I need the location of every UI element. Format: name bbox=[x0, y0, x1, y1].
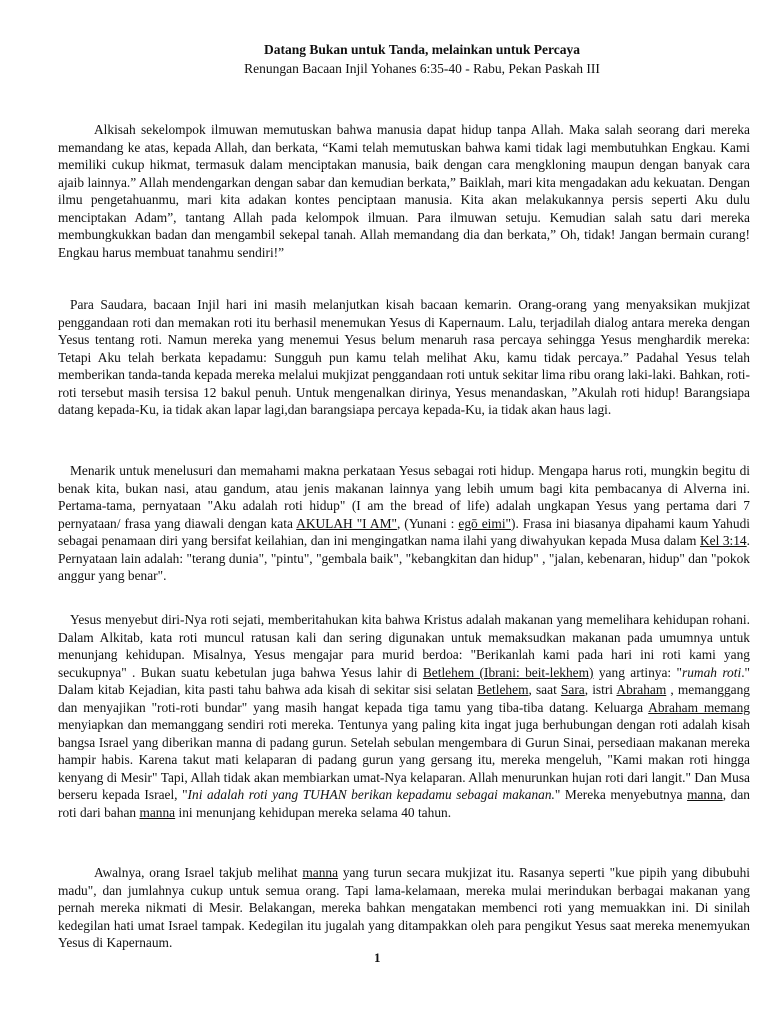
text-run: , saat bbox=[528, 682, 561, 697]
text-run: ). Frasa ini biasanya dipahami kaum Yahudi sebagai penamaan diri yang bersifat keilahian, dan ini mengingatkan nama ilahi yang diwahyukan kepada Musa dalam bbox=[58, 515, 750, 548]
betlehem-ibrani-link[interactable]: Betlehem (Ibrani: beit-lekhem) bbox=[422, 664, 594, 680]
quote-text: Ini adalah roti yang TUHAN berikan kepadamu sebagai makanan. bbox=[187, 787, 555, 802]
paragraph-3 bbox=[58, 462, 750, 585]
betlehem-link[interactable]: Betlehem bbox=[477, 682, 529, 697]
paragraph-1-text: Alkisah sekelompok ilmuwan memutuskan bahwa manusia dapat hidup tanpa Allah. Maka salah seorang dari mereka memandang ke atas, kepada Allah, dan berkata, “Kami telah memutuskan bahwa kami tidak lagi membutuhkan Engkau. Kami memiliki cukup hikmat, termasuk dalam menciptakan manusia, baik dengan cara mengkloning maupun dengan banyak cara ajaib lainnya.” Allah mendengarkan dengan sabar dan kemudian berkata,” Baiklah, mari kita mengadakan adu kekuatan. Dengan ilmu pengetahuanmu, mari kita adakan kontes penciptaan manusia. Kita akan melakukannya persis seperti Aku dulu menciptakan Adam”, tantang Allah pada kelompok ilmuan. Para ilmuwan setuju. Kemudian salah satu dari mereka membungkukkan badan dan mengambil sekepal tanah. Allah memandang dia dan berkata,” Oh, tidak! Jangan bermain curang! Engkau harus membuat tanahmu sendiri!” bbox=[58, 122, 750, 260]
text-run: " Mereka menyebutnya bbox=[554, 787, 688, 802]
paragraph-1 bbox=[58, 121, 750, 261]
text-run: Menarik untuk menelusuri dan memahami makna perkataan Yesus sebagai roti hidup. Mengapa harus roti, mungkin begitu di benak kita, bukan nasi, atau gandum, atau jenis makanan lainnya yang lebih umum bagi kita pembacanya di Alverna ini. Pertama-tama, pernyataan "Aku adalah roti hidup" (I am the bread of life) adalah ungkapan Yesus yang pertama dari 7 pernyataan/ frasa yang diawali dengan kata bbox=[58, 463, 750, 531]
manna-link[interactable]: manna bbox=[302, 865, 339, 880]
paragraph-5 bbox=[58, 864, 750, 952]
page-number: 1 bbox=[374, 950, 381, 965]
text-run: yang turun secara mukjizat itu. Rasanya seperti "kue pipih yang dibubuhi madu", dan jumlahnya cukup untuk semua orang. Tapi lama-kelamaan, mereka mulai merindukan berbagai makanan yang pernah mereka nikmati di Mesir. Belakangan, mereka bahkan mengatakan membenci roti yang memuakkan ini. Di sinilah kedegilan hati umat Israel tampak. Kedegilan itu jugalah yang ditampakkan oleh para pengikut Yesus saat mereka menemyukan Yesus di Kapernaum. bbox=[58, 865, 750, 950]
text-run: Awalnya, orang Israel takjub melihat bbox=[94, 865, 303, 880]
paragraph-3-text bbox=[58, 462, 750, 585]
text-run: . Pernyataan lain adalah: "terang dunia", "pintu", "gembala baik", "kebangkitan dan hidup" , "jalan, kebenaran, hidup" dan "pokok anggur yang benar". bbox=[58, 533, 750, 583]
paragraph-2-text: Para Saudara, bacaan Injil hari ini masih melanjutkan kisah bacaan kemarin. Orang-orang yang menyaksikan mukjizat penggandaan roti dan memakan roti itu berhasil menemukan Yesus di Kapernaum. Lalu, terjadilah dialog antara mereka dengan Yesus tentang roti. Namun mereka yang menemui Yesus belum menaruh rasa percaya sehingga Yesus menghardik mereka: Tetapi Aku telah berkata kepadamu: Sungguh pun kamu telah melihat Aku, kamu tidak percaya.” Padahal Yesus telah memberikan tanda-tanda kepada mereka melalui mukjizat penggandaan roti untuk sekitar lima ribu orang laki-laki. Bahkan, roti-roti tersebut masih tersisa 12 bakul penuh. Untuk mengenalkan dirinya, Yesus menandaskan, ”Akulah roti hidup! Barangsiapa datang kepada-Ku, ia tidak akan lapar lagi,dan barangsiapa percaya kepada-Ku, ia tidak akan haus lagi. bbox=[58, 297, 750, 417]
text-run: menyiapkan dan memanggang sendiri roti mereka. Tentunya yang paling kita ingat juga berhubungan dengan roti adalah kisah bangsa Israel yang diberikan manna di padang gurun. Setelah sebulan mengembara di Gurun Sinai, persediaan makanan mereka hampir habis. Karena takut mati kelaparan di padang gurun yang gersang itu, mereka mengeluh, "Kami makan roti hingga kenyang di Mesir" Tapi, Allah tidak akan membiarkan umat-Nya kelaparan. Allah menurunkan hujan roti dari langit." Dan Musa berseru kepada Israel, " bbox=[58, 717, 750, 802]
text-run: yang artinya: " bbox=[593, 664, 682, 680]
text-run: ini menunjang kehidupan mereka selama 40 tahun. bbox=[175, 804, 452, 820]
paragraph-4-text bbox=[58, 611, 750, 821]
page-subtitle: Renungan Bacaan Injil Yohanes 6:35-40 - Rabu, Pekan Paskah III bbox=[244, 61, 600, 76]
kel-3-14-link[interactable]: Kel 3:14 bbox=[699, 533, 747, 548]
text-run: , dan roti dari bahan bbox=[58, 787, 751, 820]
text-run: Yesus menyebut diri-Nya roti sejati, memberitahukan kita bahwa Kristus adalah makanan yang memelihara kehidupan rohani. Dalam Alkitab, kata roti muncul ratusan kali dan sering digunakan untuk memaksudkan makanan pada umumnya untuk menunjang kehidupan. Misalnya, Yesus mengajar para murid berdoa: "Berikanlah kami pada hari ini roti kami yang secukupnya" . Bukan suatu kebetulan juga bahwa Yesus lahir di bbox=[58, 612, 750, 680]
rumah-roti-text: rumah roti bbox=[682, 664, 742, 680]
abraham-link[interactable]: Abraham bbox=[616, 682, 667, 697]
text-run: , istri bbox=[584, 682, 617, 697]
ego-eimi-link[interactable]: egō eimi" bbox=[458, 515, 512, 531]
akulah-link[interactable]: AKULAH "I AM" bbox=[296, 515, 397, 531]
manna-link[interactable]: manna bbox=[687, 787, 723, 802]
text-run: , memanggang dan menyajikan "roti-roti bundar" yang masih hangat kepada tiga tamu yang tiba-tiba datang. Keluarga bbox=[58, 682, 750, 715]
sara-link[interactable]: Sara bbox=[560, 682, 585, 697]
page-title: Datang Bukan untuk Tanda, melainkan untuk Percaya bbox=[264, 42, 580, 57]
text-run: ." Dalam kitab Kejadian, kita pasti tahu bahwa ada kisah di sekitar sisi selatan bbox=[58, 664, 751, 697]
text-run: , (Yunani : bbox=[396, 515, 459, 531]
paragraph-5-text bbox=[58, 864, 750, 952]
manna-link[interactable]: manna bbox=[139, 804, 176, 820]
abraham-memang-link[interactable]: Abraham memang bbox=[648, 699, 750, 715]
paragraph-2 bbox=[58, 296, 750, 419]
paragraph-4 bbox=[58, 611, 750, 821]
